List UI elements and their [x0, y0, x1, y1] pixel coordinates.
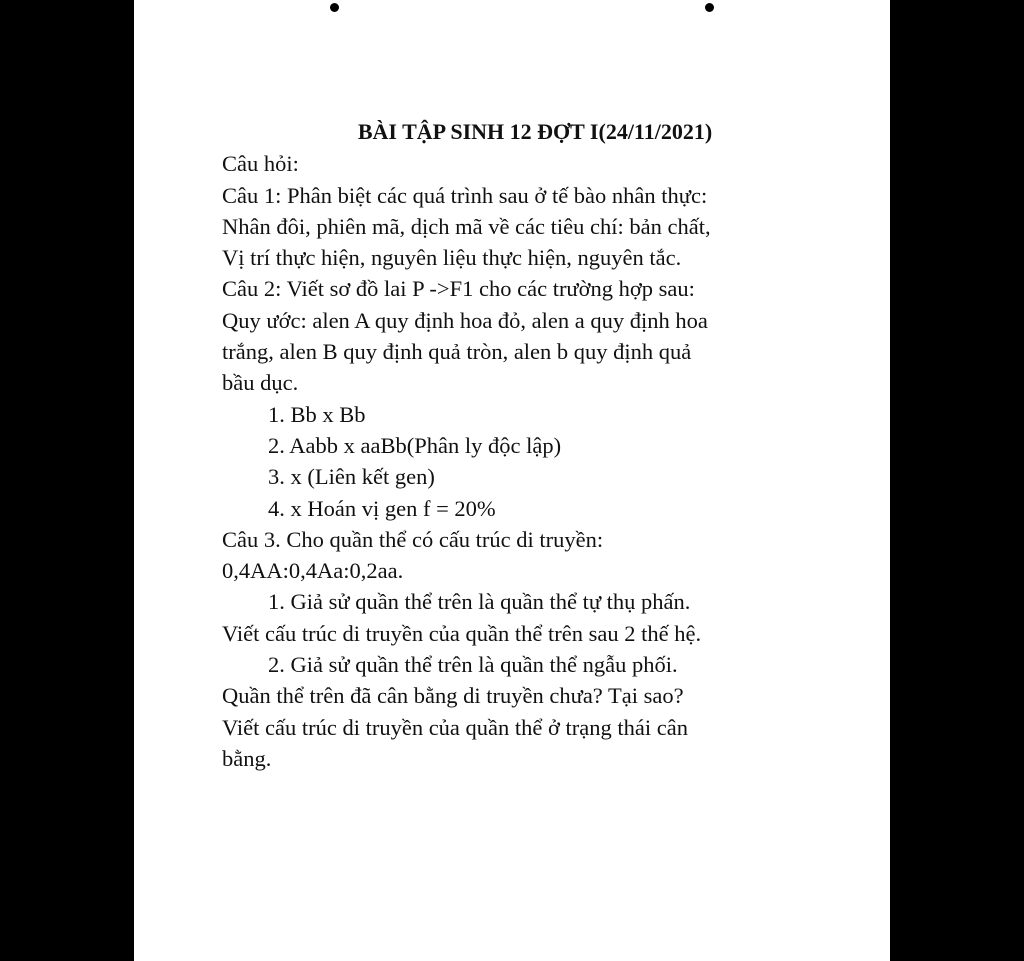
hole-punch-mark-left — [330, 3, 339, 12]
text-line: Câu 3. Cho quần thể có cấu trúc di truyền: — [222, 526, 604, 552]
hole-punch-mark-right — [705, 3, 714, 12]
document-page — [134, 0, 890, 961]
text-line: Câu hỏi: — [222, 151, 299, 177]
text-line: Nhân đôi, phiên mã, dịch mã về các tiêu chí: bản chất, — [222, 213, 711, 239]
text-line: 2. Giả sử quần thể trên là quần thể ngẫu phối. — [268, 652, 678, 678]
text-line: 1. Giả sử quần thể trên là quần thể tự thụ phấn. — [268, 589, 691, 615]
text-line: Câu 2: Viết sơ đồ lai P ->F1 cho các trường hợp sau: — [222, 276, 695, 302]
text-line: bầu dục. — [222, 370, 299, 396]
text-line: 2. Aabb x aaBb(Phân ly độc lập) — [268, 432, 562, 458]
document-title: BÀI TẬP SINH 12 ĐỢT I(24/11/2021) — [357, 119, 713, 144]
text-line: Vị trí thực hiện, nguyên liệu thực hiện, nguyên tắc. — [222, 245, 682, 271]
text-line: 3. x (Liên kết gen) — [268, 464, 435, 490]
text-line: bằng. — [222, 745, 272, 771]
text-line: trắng, alen B quy định quả tròn, alen b quy định quả — [222, 339, 692, 365]
text-line: Quy ước: alen A quy định hoa đỏ, alen a quy định hoa — [222, 307, 708, 333]
text-line: Viết cấu trúc di truyền của quần thể ở trạng thái cân — [222, 714, 688, 740]
text-line: 1. Bb x Bb — [268, 401, 366, 427]
text-line: Quần thể trên đã cân bằng di truyền chưa? Tại sao? — [222, 683, 684, 709]
document-body — [222, 116, 862, 774]
document-lines — [222, 148, 862, 774]
text-line: Câu 1: Phân biệt các quá trình sau ở tế bào nhân thực: — [222, 182, 708, 208]
text-line: 4. x Hoán vị gen f = 20% — [268, 495, 496, 521]
text-line: Viết cấu trúc di truyền của quần thể trên sau 2 thế hệ. — [222, 620, 702, 646]
text-line: 0,4AA:0,4Aa:0,2aa. — [222, 558, 404, 584]
